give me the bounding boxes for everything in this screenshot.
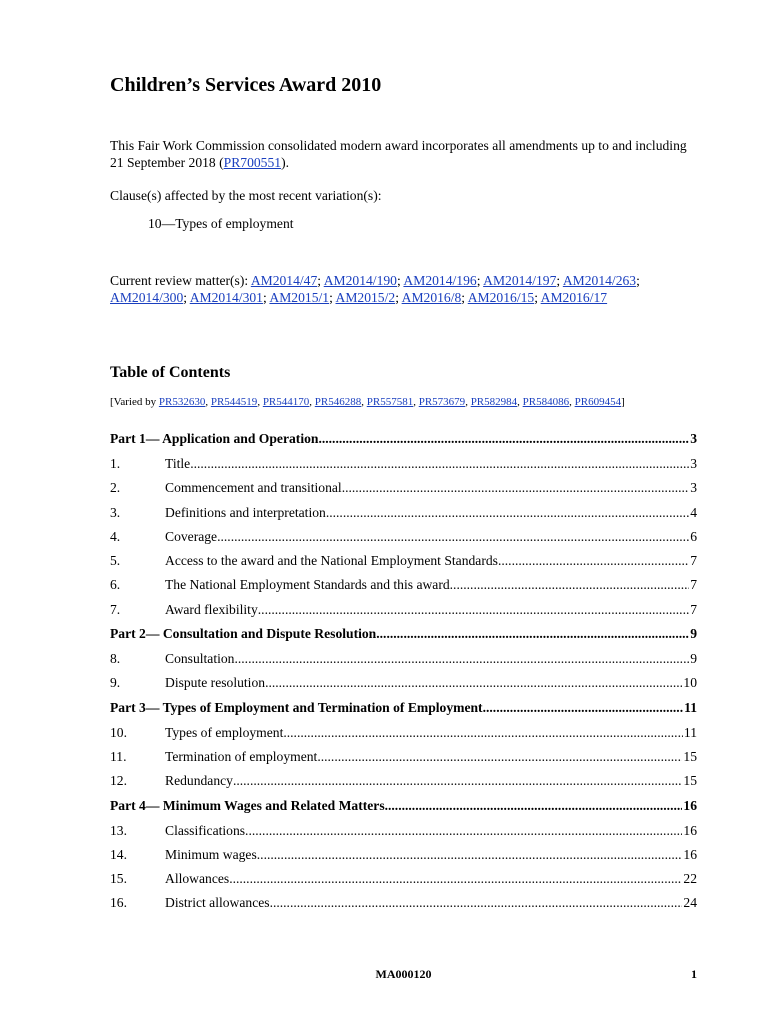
toc-page-number: 22 [683, 871, 697, 887]
toc-item-row[interactable] [110, 505, 697, 529]
review-link[interactable]: AM2016/15 [467, 290, 535, 305]
toc-page-number: 10 [683, 675, 697, 691]
toc-page-number: 24 [683, 895, 697, 911]
varied-by-list: [Varied by PR532630, PR544519, PR544170, PR546288, PR557581, PR573679, PR582984, PR584086, PR609454] [110, 396, 625, 408]
toc-item-number: 8. [110, 651, 121, 667]
toc-entry-label: Commencement and transitional [165, 480, 342, 496]
toc-entry-label: Classifications [165, 822, 246, 838]
intro-link[interactable]: PR700551 [223, 155, 282, 170]
toc-page-number: 15 [683, 773, 697, 789]
toc-entry-label: Types of employment [165, 724, 284, 740]
toc-item-row[interactable] [110, 823, 697, 847]
document-page [110, 0, 697, 1024]
toc-page-number: 4 [690, 504, 697, 520]
intro-paragraph [110, 137, 697, 171]
toc-item-row[interactable] [110, 675, 697, 699]
intro-text: This Fair Work Commission consolidated modern award incorporates all amendments up to and including 21 September 2018 ( [110, 138, 687, 170]
toc-item-number: 1. [110, 456, 121, 471]
toc-item-number: 4. [110, 528, 121, 544]
review-label: Current review matter(s): [110, 273, 249, 288]
toc-dot-leader [450, 577, 690, 593]
review-link[interactable]: AM2014/196 [403, 273, 477, 288]
toc-dot-leader [317, 749, 682, 765]
toc-item-number: 2. [110, 480, 121, 496]
clause-item: 10—Types of employment [148, 216, 294, 231]
review-link[interactable]: AM2015/2 [335, 290, 396, 305]
toc-dot-leader [257, 847, 683, 863]
toc-item-row[interactable] [110, 895, 697, 919]
toc-page-number: 7 [690, 601, 697, 617]
toc-entry-label: Title [165, 456, 191, 471]
toc-entry-label: Termination of employment [165, 748, 318, 764]
toc-entry-label: Part 4— Minimum Wages and Related Matters [110, 797, 385, 813]
varied-link[interactable]: PR557581 [366, 396, 414, 408]
review-link[interactable]: AM2014/190 [323, 273, 397, 288]
toc-entry-label: Redundancy [165, 773, 233, 789]
review-link[interactable]: AM2014/301 [189, 290, 263, 305]
clauses-heading: Clause(s) affected by the most recent variation(s): [110, 188, 382, 203]
review-link[interactable]: AM2015/1 [269, 290, 330, 305]
toc-item-number: 5. [110, 553, 121, 569]
toc-page-number: 3 [690, 480, 697, 496]
toc-dot-leader [376, 626, 689, 642]
toc-dot-leader [483, 700, 684, 716]
toc-item-number: 9. [110, 675, 121, 691]
toc-item-row[interactable] [110, 456, 697, 480]
toc-item-number: 15. [110, 871, 127, 887]
toc-dot-leader [190, 456, 689, 472]
toc-entry-label: Award flexibility [165, 601, 258, 617]
varied-prefix: [Varied by [110, 396, 157, 408]
toc-item-row[interactable] [110, 871, 697, 895]
varied-link[interactable]: PR532630 [158, 396, 206, 408]
varied-link[interactable]: PR546288 [314, 396, 362, 408]
toc-part-row[interactable] [110, 798, 697, 823]
review-link[interactable]: AM2014/300 [110, 290, 184, 305]
toc-entry-label: Consultation [165, 651, 235, 667]
toc-page-number: 7 [690, 553, 697, 569]
toc-page-number: 11 [683, 724, 697, 740]
varied-link[interactable]: PR573679 [418, 396, 466, 408]
toc-entry-label: Coverage [165, 528, 218, 544]
toc-page-number: 3 [690, 456, 697, 471]
toc-item-row[interactable] [110, 553, 697, 577]
toc-item-number: 12. [110, 773, 127, 789]
toc-dot-leader [498, 553, 689, 569]
toc-heading: Table of Contents [110, 364, 231, 381]
toc-item-row[interactable] [110, 529, 697, 553]
toc-item-row[interactable] [110, 725, 697, 749]
toc-page-number: 11 [684, 699, 697, 715]
toc-dot-leader [229, 871, 682, 887]
table-of-contents [110, 431, 697, 920]
toc-item-row[interactable] [110, 651, 697, 675]
toc-entry-label: Part 1— Application and Operation [110, 431, 319, 446]
toc-dot-leader [318, 431, 689, 447]
toc-item-number: 14. [110, 846, 127, 862]
toc-dot-leader [270, 895, 683, 911]
toc-page-number: 9 [690, 626, 697, 642]
toc-part-row[interactable] [110, 431, 697, 456]
toc-entry-label: Allowances [165, 871, 230, 887]
page-number: 1 [691, 967, 697, 981]
toc-dot-leader [234, 651, 689, 667]
toc-dot-leader [342, 480, 690, 496]
varied-link[interactable]: PR582984 [470, 396, 518, 408]
toc-item-number: 7. [110, 601, 121, 617]
varied-suffix: ] [621, 396, 625, 408]
varied-link[interactable]: PR544170 [262, 396, 310, 408]
toc-page-number: 9 [690, 651, 697, 667]
toc-dot-leader [245, 823, 682, 839]
toc-page-number: 16 [683, 797, 697, 813]
toc-page-number: 15 [683, 748, 697, 764]
toc-dot-leader [217, 529, 689, 545]
toc-dot-leader [233, 773, 682, 789]
toc-dot-leader [326, 505, 689, 521]
toc-entry-label: Definitions and interpretation [165, 504, 326, 520]
toc-item-row[interactable] [110, 602, 697, 626]
toc-dot-leader [258, 602, 689, 618]
toc-item-number: 11. [110, 748, 127, 764]
toc-item-row[interactable] [110, 749, 697, 773]
review-link[interactable]: AM2014/47 [250, 273, 318, 288]
toc-entry-label: Access to the award and the National Employment Standards [165, 553, 498, 569]
review-link[interactable]: AM2014/263 [562, 273, 637, 288]
review-link[interactable]: AM2016/17 [540, 290, 608, 305]
review-link[interactable]: AM2014/197 [483, 273, 557, 288]
toc-page-number: 16 [683, 822, 697, 838]
toc-item-row[interactable] [110, 577, 697, 601]
toc-entry-label: Part 3— Types of Employment and Termination of Employment [110, 699, 483, 715]
toc-entry-label: District allowances [165, 895, 270, 911]
toc-page-number: 6 [690, 528, 697, 544]
varied-link[interactable]: PR544519 [210, 396, 258, 408]
varied-link[interactable]: PR584086 [522, 396, 570, 408]
toc-page-number: 16 [683, 846, 697, 862]
toc-dot-leader [385, 798, 683, 814]
toc-part-row[interactable] [110, 626, 697, 651]
toc-item-row[interactable] [110, 773, 697, 797]
toc-item-row[interactable] [110, 847, 697, 871]
toc-page-number: 3 [690, 431, 697, 446]
toc-entry-label: Dispute resolution [165, 675, 266, 691]
toc-dot-leader [283, 725, 683, 741]
toc-part-row[interactable] [110, 700, 697, 725]
toc-page-number: 7 [690, 577, 697, 593]
toc-dot-leader [265, 675, 682, 691]
review-link[interactable]: AM2016/8 [401, 290, 462, 305]
toc-item-row[interactable] [110, 480, 697, 504]
review-matters: Current review matter(s): AM2014/47; AM2014/190; AM2014/196; AM2014/197; AM2014/263; AM2014/300; AM2014/301; AM2015/1; AM2015/2; AM2016/8; AM2016/15; AM2016/17 [110, 273, 640, 305]
toc-entry-label: Part 2— Consultation and Dispute Resolution [110, 626, 377, 642]
toc-item-number: 10. [110, 724, 127, 740]
toc-item-number: 16. [110, 895, 127, 911]
toc-item-number: 3. [110, 504, 121, 520]
toc-item-number: 13. [110, 822, 127, 838]
toc-item-number: 6. [110, 577, 121, 593]
intro-text-end: ). [281, 155, 289, 170]
toc-entry-label: The National Employment Standards and this award [165, 577, 450, 593]
varied-link[interactable]: PR609454 [574, 396, 622, 408]
toc-entry-label: Minimum wages [165, 846, 257, 862]
document-title: Children’s Services Award 2010 [110, 74, 382, 96]
award-code: MA000120 [375, 967, 432, 981]
